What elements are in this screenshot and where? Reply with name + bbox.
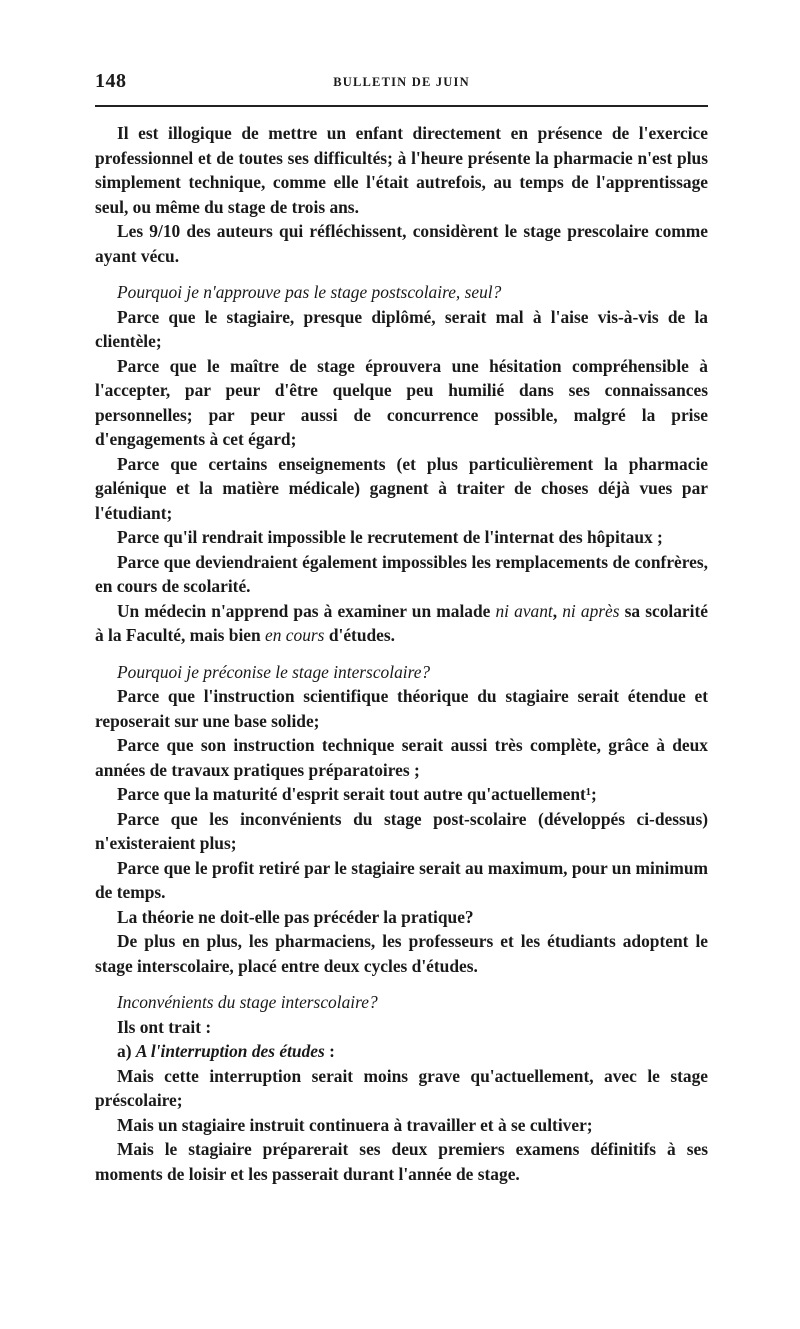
paragraph: La théorie ne doit-elle pas précéder la pratique? — [117, 906, 474, 927]
paragraph: Parce que les inconvénients du stage post-scolaire (développés ci-dessus) n'existeraient plus; — [95, 808, 708, 853]
text-run: Un médecin n'apprend pas à examiner un malade — [117, 600, 496, 621]
paragraph: Parce que l'instruction scientifique théorique du stagiaire serait étendue et reposerait sur une base solide; — [95, 686, 708, 731]
paragraph: Les 9/10 des auteurs qui réfléchissent, considèrent le stage prescolaire comme ayant vécu. — [95, 221, 708, 266]
paragraph: Parce que la maturité d'esprit serait tout autre qu'actuellement¹; — [117, 784, 597, 804]
paragraph: Parce qu'il rendrait impossible le recrutement de l'internat des hôpitaux ; — [117, 527, 663, 547]
paragraph: Parce que le profit retiré par le stagiaire serait au maximum, pour un minimum de temps. — [95, 857, 708, 902]
paragraph: Parce que son instruction technique serait aussi très complète, grâce à deux années de travaux pratiques préparatoires ; — [95, 735, 708, 780]
paragraph: Mais cette interruption serait moins grave qu'actuellement, avec le stage préscolaire; — [95, 1065, 708, 1110]
section-question: Inconvénients du stage interscolaire? — [117, 992, 378, 1012]
paragraph — [95, 1039, 708, 1064]
section-question: Pourquoi je n'approuve pas le stage postscolaire, seul? — [117, 282, 502, 302]
paragraph: Parce que deviendraient également impossibles les remplacements de confrères, en cours de scolarité. — [95, 551, 708, 596]
paragraph: De plus en plus, les pharmaciens, les professeurs et les étudiants adoptent le stage interscolaire, placé entre deux cycles d'études. — [95, 931, 708, 976]
header-rule — [95, 105, 708, 107]
emphasis: A l'interruption des études — [135, 1041, 325, 1061]
text-run: : — [324, 1041, 335, 1061]
body-text — [95, 121, 708, 1186]
section-question: Pourquoi je préconise le stage interscolaire? — [117, 661, 431, 682]
emphasis: ni après — [562, 600, 620, 621]
paragraph: Parce que le stagiaire, presque diplômé, serait mal à l'aise vis-à-vis de la clientèle; — [95, 306, 708, 351]
paragraph: Mais un stagiaire instruit continuera à travailler et à se cultiver; — [117, 1114, 593, 1135]
text-run: , — [552, 600, 563, 621]
text-run: d'études. — [324, 625, 396, 645]
paragraph: Ils ont trait : — [117, 1016, 212, 1037]
paragraph: Parce que le maître de stage éprouvera une hésitation compréhensible à l'accepter, par peur d'être quelque peu humilié dans ses connaissances personnelles; par peur aussi de concurrence possible, malgré la prise d'engagements à cet égard; — [95, 355, 708, 449]
emphasis: en cours — [265, 625, 325, 645]
paragraph: Mais le stagiaire préparerait ses deux premiers examens définitifs à ses moments de loisir et les passerait durant l'année de stage. — [95, 1139, 708, 1184]
paragraph: Parce que certains enseignements (et plus particulièrement la pharmacie galénique et la matière médicale) gagnent à traiter de choses déjà vues par l'étudiant; — [95, 453, 708, 523]
page-number: 148 — [95, 70, 127, 92]
emphasis: ni avant — [495, 600, 553, 621]
text-run: a) — [117, 1041, 136, 1061]
text-run: sa scolarité à la Faculté, mais bien — [95, 600, 708, 645]
page-header — [95, 70, 708, 98]
paragraph: Il est illogique de mettre un enfant directement en présence de l'exercice professionnel et de toutes ses difficultés; à l'heure présente la pharmacie n'est plus simplement technique, comme elle l'était autrefois, au temps de l'apprentissage seul, ou même du stage de trois ans. — [95, 123, 708, 217]
running-head: BULLETIN DE JUIN — [333, 75, 470, 89]
paragraph — [95, 599, 708, 648]
